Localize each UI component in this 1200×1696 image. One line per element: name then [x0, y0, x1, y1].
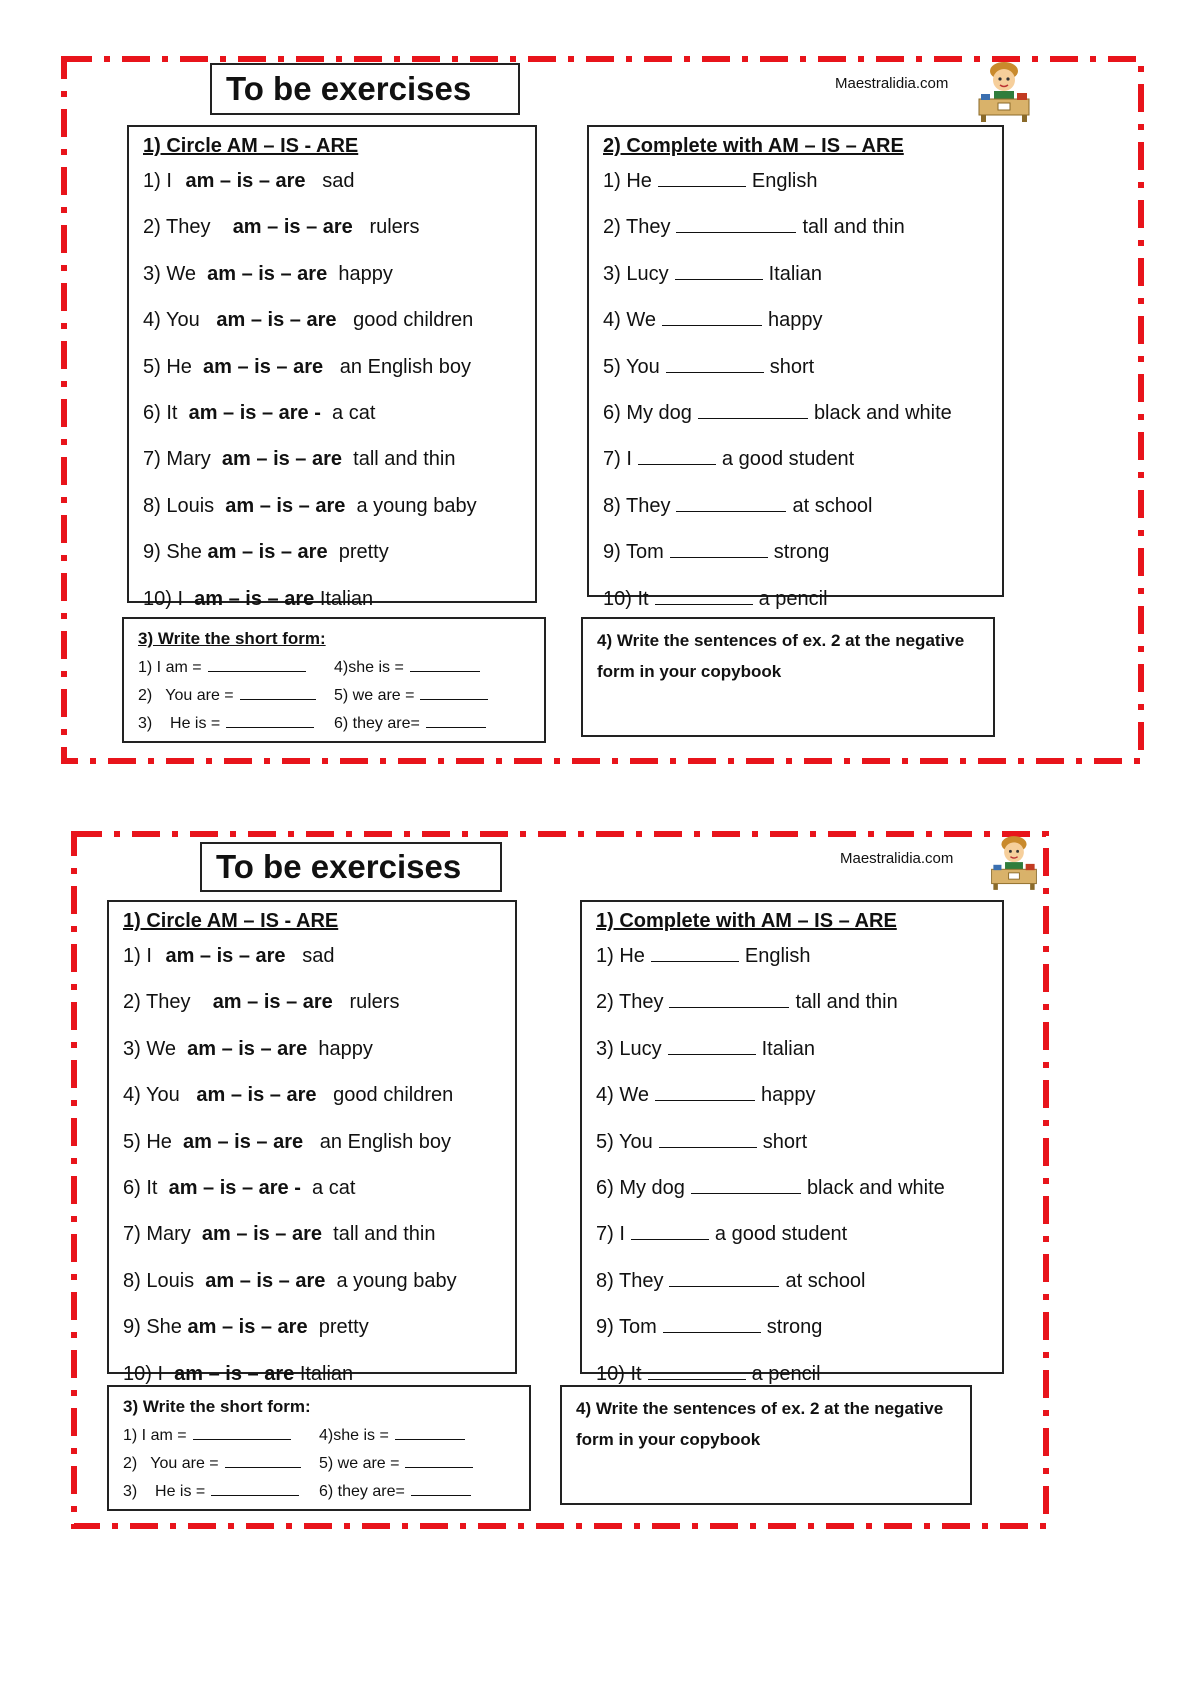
answer-blank[interactable]: [651, 943, 739, 962]
answer-blank[interactable]: [662, 307, 762, 326]
answer-blank[interactable]: [669, 1268, 779, 1287]
answer-blank[interactable]: [648, 1361, 746, 1380]
choice-options[interactable]: am – is – are: [196, 1084, 317, 1107]
list-item: 10) It a pencil: [603, 587, 828, 610]
short-form-item: 6) they are=: [334, 709, 530, 733]
site-label: Maestralidia.com: [840, 850, 954, 867]
exercise-1-box: [107, 900, 517, 1385]
list-item: 9) She am – is – are pretty: [143, 541, 389, 564]
list-item: 8) They at school: [603, 494, 873, 517]
choice-options[interactable]: am – is – are: [174, 1362, 295, 1385]
list-item: 10) I am – is – are Italian: [143, 587, 374, 610]
list-item: 4) We happy: [603, 309, 823, 332]
page-title-text: To be exercises: [216, 848, 462, 885]
choice-options[interactable]: am – is – are: [232, 216, 353, 239]
answer-blank[interactable]: [691, 1175, 801, 1194]
answer-blank[interactable]: [410, 653, 480, 672]
answer-blank[interactable]: [655, 586, 753, 605]
page-title: [200, 842, 502, 892]
list-item: 10) It a pencil: [596, 1362, 821, 1385]
choice-options[interactable]: am – is – are: [185, 170, 306, 192]
teacher-at-desk-icon: [975, 61, 1033, 123]
list-item: 5) He am – is – are an English boy: [143, 355, 471, 378]
list-item: 8) Louis am – is – are a young baby: [143, 494, 477, 517]
choice-options[interactable]: am – is – are: [187, 1316, 308, 1339]
list-item: 6) My dog black and white: [596, 1176, 945, 1199]
list-item: 1) I am – is – are sad: [123, 945, 335, 967]
list-item: 4) We happy: [596, 1084, 816, 1107]
answer-blank[interactable]: [670, 539, 768, 558]
teacher-at-desk-icon: [988, 834, 1040, 892]
short-form-item: 5) we are =: [334, 681, 530, 705]
list-item: 8) Louis am – is – are a young baby: [123, 1269, 457, 1292]
list-item: 5) You short: [603, 355, 815, 378]
exercise-2-list: [596, 933, 988, 1397]
exercise-1-list: [123, 933, 501, 1397]
short-form-item: 1) I am =: [138, 653, 334, 677]
choice-options[interactable]: am – is – are: [165, 945, 286, 967]
list-item: 6) It am – is – are - a cat: [123, 1176, 356, 1199]
choice-options[interactable]: am – is – are: [225, 494, 346, 517]
answer-blank[interactable]: [395, 1421, 465, 1440]
exercise-2-title: 2) Complete with AM – IS – ARE: [603, 135, 904, 157]
answer-blank[interactable]: [655, 1082, 755, 1101]
short-form-item: 4)she is =: [319, 1421, 515, 1445]
list-item: 6) My dog black and white: [603, 401, 952, 424]
answer-blank[interactable]: [426, 709, 486, 728]
answer-blank[interactable]: [226, 709, 314, 728]
exercise-4-text: 4) Write the sentences of ex. 2 at the negative form in your copybook: [597, 631, 965, 681]
list-item: 8) They at school: [596, 1269, 866, 1292]
choice-options[interactable]: am – is – are: [205, 1269, 326, 1292]
short-form-item: 4)she is =: [334, 653, 530, 677]
exercise-3-title: 3) Write the short form:: [138, 629, 326, 648]
list-item: 2) They am – is – are rulers: [123, 991, 400, 1014]
list-item: 4) You am – is – are good children: [123, 1084, 454, 1107]
list-item: 3) We am – is – are happy: [143, 262, 393, 285]
answer-blank[interactable]: [631, 1221, 709, 1240]
page-title: [210, 63, 520, 115]
site-label: Maestralidia.com: [835, 75, 949, 92]
choice-options[interactable]: am – is – are -: [188, 401, 321, 424]
exercise-2-box: [580, 900, 1004, 1385]
list-item: 7) Mary am – is – are tall and thin: [123, 1223, 436, 1246]
answer-blank[interactable]: [240, 681, 316, 700]
answer-blank[interactable]: [211, 1477, 299, 1496]
page-title-text: To be exercises: [226, 70, 472, 107]
list-item: 6) It am – is – are - a cat: [143, 401, 376, 424]
exercise-3-box: [122, 617, 546, 743]
list-item: 1) He English: [603, 170, 818, 192]
exercise-1-box: [127, 125, 537, 610]
exercise-4-box: [560, 1385, 972, 1505]
list-item: 10) I am – is – are Italian: [123, 1362, 354, 1385]
choice-options[interactable]: am – is – are -: [168, 1176, 301, 1199]
exercise-2-title: 1) Complete with AM – IS – ARE: [596, 910, 897, 932]
answer-blank[interactable]: [668, 1036, 756, 1055]
exercise-1-title: 1) Circle AM – IS - ARE: [143, 135, 359, 157]
short-form-item: 2) You are =: [138, 681, 334, 705]
answer-blank[interactable]: [193, 1421, 291, 1440]
exercise-3-box: [107, 1385, 531, 1511]
exercise-2-list: [603, 158, 988, 622]
answer-blank[interactable]: [411, 1477, 471, 1496]
exercise-1-title: 1) Circle AM – IS - ARE: [123, 910, 339, 932]
list-item: 7) I a good student: [603, 448, 855, 471]
list-item: 3) Lucy Italian: [596, 1037, 815, 1060]
choice-options[interactable]: am – is – are: [187, 1037, 308, 1060]
list-item: 9) Tom strong: [596, 1316, 823, 1339]
list-item: 3) We am – is – are happy: [123, 1037, 373, 1060]
answer-blank[interactable]: [208, 653, 306, 672]
list-item: 4) You am – is – are good children: [143, 309, 474, 332]
list-item: 2) They tall and thin: [603, 216, 905, 239]
list-item: 3) Lucy Italian: [603, 262, 822, 285]
answer-blank[interactable]: [666, 354, 764, 373]
list-item: 2) They tall and thin: [596, 991, 898, 1014]
answer-blank[interactable]: [638, 446, 716, 465]
choice-options[interactable]: am – is – are: [207, 541, 328, 564]
list-item: 5) You short: [596, 1130, 808, 1153]
short-form-item: 5) we are =: [319, 1449, 515, 1473]
list-item: 1) I am – is – are sad: [143, 170, 355, 192]
worksheet-top: [60, 55, 1145, 765]
short-form-grid: [138, 653, 530, 733]
list-item: 7) Mary am – is – are tall and thin: [143, 448, 456, 471]
list-item: 9) She am – is – are pretty: [123, 1316, 369, 1339]
exercise-4-box: [581, 617, 995, 737]
list-item: 9) Tom strong: [603, 541, 830, 564]
choice-options[interactable]: am – is – are: [212, 991, 333, 1014]
choice-options[interactable]: am – is – are: [221, 448, 343, 471]
choice-options[interactable]: am – is – are: [183, 1130, 304, 1153]
choice-options[interactable]: am – is – are: [201, 1223, 323, 1246]
exercise-1-list: [143, 158, 521, 622]
answer-blank[interactable]: [676, 214, 796, 233]
short-form-item: 2) You are =: [123, 1449, 319, 1473]
answer-blank[interactable]: [675, 261, 763, 280]
exercise-2-box: [587, 125, 1004, 610]
short-form-grid: [123, 1421, 515, 1501]
list-item: 5) He am – is – are an English boy: [123, 1130, 451, 1153]
answer-blank[interactable]: [669, 989, 789, 1008]
choice-options[interactable]: am – is – are: [207, 262, 328, 285]
list-item: 1) He English: [596, 945, 811, 967]
list-item: 2) They am – is – are rulers: [143, 216, 420, 239]
exercise-3-title: 3) Write the short form:: [123, 1397, 311, 1416]
answer-blank[interactable]: [225, 1449, 301, 1468]
answer-blank[interactable]: [405, 1449, 473, 1468]
short-form-item: 3) He is =: [138, 709, 334, 733]
choice-options[interactable]: am – is – are: [216, 309, 337, 332]
answer-blank[interactable]: [676, 493, 786, 512]
answer-blank[interactable]: [658, 168, 746, 187]
short-form-item: 6) they are=: [319, 1477, 515, 1501]
exercise-4-text: 4) Write the sentences of ex. 2 at the negative form in your copybook: [576, 1399, 944, 1449]
short-form-item: 1) I am =: [123, 1421, 319, 1445]
answer-blank[interactable]: [659, 1129, 757, 1148]
list-item: 7) I a good student: [596, 1223, 848, 1246]
choice-options[interactable]: am – is – are: [203, 355, 324, 378]
worksheet-bottom: [70, 830, 1050, 1530]
answer-blank[interactable]: [420, 681, 488, 700]
answer-blank[interactable]: [663, 1314, 761, 1333]
choice-options[interactable]: am – is – are: [194, 587, 315, 610]
answer-blank[interactable]: [698, 400, 808, 419]
short-form-item: 3) He is =: [123, 1477, 319, 1501]
